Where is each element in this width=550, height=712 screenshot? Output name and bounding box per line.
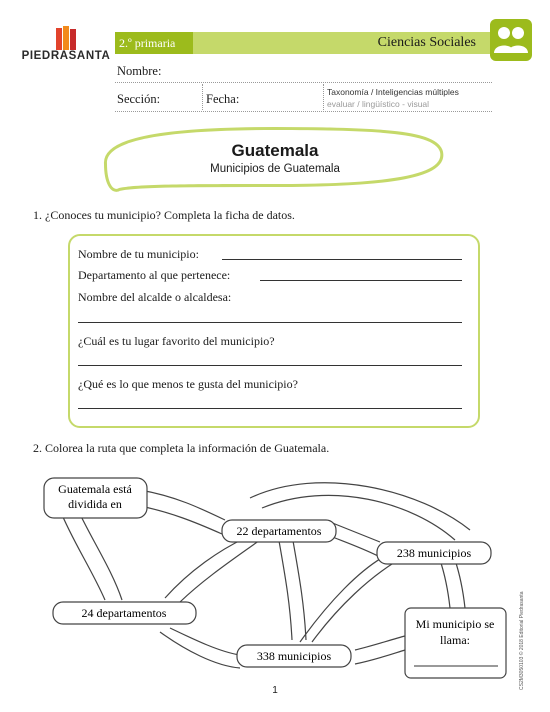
end-text-line2: llama:: [440, 633, 470, 647]
divider: [202, 84, 203, 110]
page-number: 1: [272, 685, 278, 696]
title-banner: [95, 122, 455, 200]
page-title: Guatemala: [231, 141, 319, 160]
favorito-label: ¿Cuál es tu lugar favorito del municipio?: [78, 334, 275, 348]
divider: [323, 84, 324, 110]
copyright-code: CS2M3050103 © 2018 Editorial Piedrasanta: [519, 591, 525, 690]
route-diagram: [0, 470, 550, 680]
date-label: Fecha:: [206, 92, 240, 106]
page-subtitle: Municipios de Guatemala: [210, 163, 340, 175]
option-24-departamentos-label: 24 departamentos: [81, 606, 167, 620]
municipio-label: Nombre de tu municipio:: [78, 247, 199, 261]
menos-answer-line[interactable]: [78, 408, 462, 409]
alcalde-answer-line[interactable]: [78, 322, 462, 323]
name-field[interactable]: [115, 82, 492, 83]
end-text-line1: Mi municipio se: [415, 617, 495, 631]
data-card: [68, 234, 480, 428]
section-date-field[interactable]: [115, 111, 492, 112]
option-22-departamentos-label: 22 departamentos: [236, 524, 322, 538]
piedrasanta-logo-icon: [54, 26, 78, 52]
name-label: Nombre:: [117, 64, 162, 78]
option-338-municipios-label: 338 municipios: [256, 649, 332, 663]
taxonomy-label: Taxonomía / Inteligencias múltiples: [327, 87, 459, 97]
question-1: 1. ¿Conoces tu municipio? Completa la ficha de datos.: [33, 208, 295, 222]
grade-label: 2.º primaria: [115, 32, 193, 54]
favorito-answer-line[interactable]: [78, 365, 462, 366]
question-2: 2. Colorea la ruta que completa la información de Guatemala.: [33, 441, 330, 455]
option-238-municipios-label: 238 municipios: [396, 546, 472, 560]
publisher-logo-text: PIEDRASANTA: [21, 50, 111, 62]
start-text-line1: Guatemala está: [58, 482, 132, 496]
section-label: Sección:: [117, 92, 161, 106]
departamento-label: Departamento al que pertenece:: [78, 268, 231, 282]
people-icon: [490, 19, 532, 61]
alcalde-label: Nombre del alcalde o alcaldesa:: [78, 290, 232, 304]
municipio-answer-line[interactable]: [222, 259, 462, 260]
start-text-line2: dividida en: [68, 497, 122, 511]
taxonomy-values: evaluar / lingüístico - visual: [327, 99, 430, 109]
departamento-answer-line[interactable]: [260, 280, 462, 281]
subject-label: Ciencias Sociales: [377, 35, 476, 50]
menos-label: ¿Qué es lo que menos te gusta del municipio?: [78, 377, 298, 391]
